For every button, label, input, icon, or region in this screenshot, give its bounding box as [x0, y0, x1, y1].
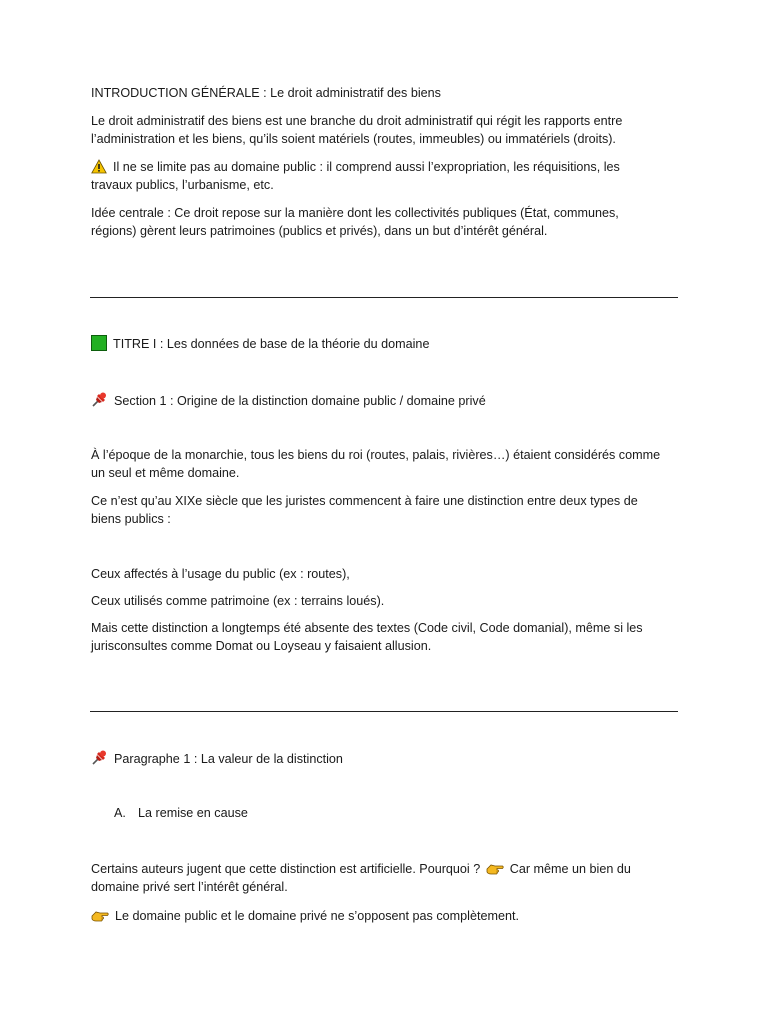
pushpin-icon	[91, 391, 108, 408]
titre-heading: TITRE I : Les données de base de la théorie du domaine	[91, 335, 681, 353]
green-square-icon	[91, 335, 107, 351]
pushpin-icon	[91, 749, 108, 766]
paragraph-heading: Paragraphe 1 : La valeur de la distinction	[91, 749, 681, 768]
list-heading-a	[114, 804, 704, 822]
list-item: Ceux utilisés comme patrimoine (ex : terrains loués).	[91, 594, 385, 608]
pointing-hand-icon	[91, 909, 109, 923]
horizontal-rule	[90, 297, 678, 298]
intro-heading: INTRODUCTION GÉNÉRALE : Le droit administratif des biens	[91, 86, 441, 100]
monarchy-paragraph: À l’époque de la monarchie, tous les biens du roi (routes, palais, rivières…) étaient considérés comme un seul et même domaine.	[91, 448, 661, 480]
intro-warning-paragraph: Il ne se limite pas au domaine public : il comprend aussi l’expropriation, les réquisitions, les travaux publics, l’urbanisme, etc.	[91, 160, 620, 192]
list-number: A.	[114, 806, 126, 820]
pointing-hand-icon	[486, 862, 504, 876]
distinction-paragraph: Mais cette distinction a longtemps été absente des textes (Code civil, Code domanial), même si les jurisconsultes comme Domat ou Loyseau y faisaient allusion.	[91, 621, 643, 653]
intro-paragraph: Le droit administratif des biens est une branche du droit administratif qui régit les rapports entre l’administration et les biens, qu’ils soient matériels (routes, immeubles) ou immatériels (droits).	[91, 114, 623, 146]
section-heading: Section 1 : Origine de la distinction domaine public / domaine privé	[91, 391, 681, 410]
nineteenth-century-paragraph: Ce n’est qu’au XIXe siècle que les juristes commencent à faire une distinction entre deux types de biens publics :	[91, 494, 638, 526]
list-label: La remise en cause	[138, 806, 248, 820]
list-item: Ceux affectés à l’usage du public (ex : routes),	[91, 567, 350, 581]
opposition-paragraph: Le domaine public et le domaine privé ne s’opposent pas complètement.	[91, 907, 681, 925]
intro-central-idea: Idée centrale : Ce droit repose sur la manière dont les collectivités publiques (État, communes, régions) gèrent leurs patrimoines (publics et privés), dans un but d’intérêt général.	[91, 206, 619, 238]
horizontal-rule	[90, 711, 678, 712]
warning-icon	[91, 159, 107, 174]
critique-paragraph: Certains auteurs jugent que cette distinction est artificielle. Pourquoi ? Car même un bien du domaine privé sert l’intérêt général.	[91, 862, 631, 894]
